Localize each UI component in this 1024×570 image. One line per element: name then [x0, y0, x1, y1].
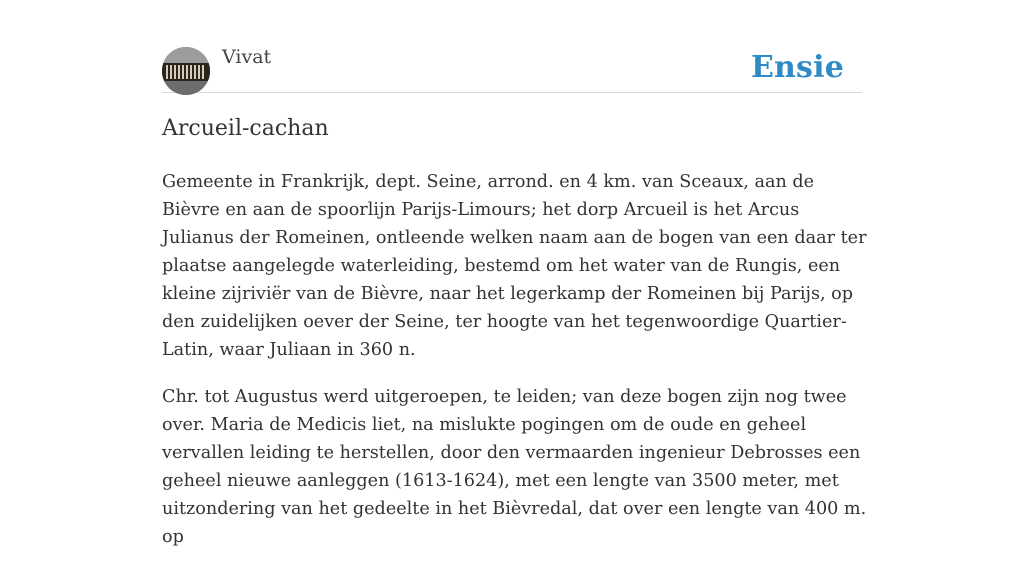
avatar-image	[162, 47, 210, 95]
article-body	[162, 168, 870, 570]
avatar[interactable]	[162, 47, 210, 95]
article-title: Arcueil-cachan	[162, 116, 329, 141]
article-paragraph: Gemeente in Frankrijk, dept. Seine, arrond. en 4 km. van Sceaux, aan de Bièvre en aan de spoorlijn Parijs-Limours; het dorp Arcueil is het Arcus Julianus der Romeinen, ontleende welken naam aan de bogen van een daar ter plaatse aangelegde waterleiding, bestemd om het water van de Rungis, een kleine zijriviër van de Bièvre, naar het legerkamp der Romeinen bij Parijs, op den zuidelijken oever der Seine, ter hoogte van het tegenwoordige Quartier-Latin, waar Juliaan in 360 n.	[162, 172, 867, 360]
article-paragraph: Chr. tot Augustus werd uitgeroepen, te leiden; van deze bogen zijn nog twee over. Maria de Medicis liet, na mislukte pogingen om de oude en geheel vervallen leiding te herstellen, door den vermaarden ingenieur Debrosses een geheel nieuwe aanleggen (1613-1624), met een lengte van 3500 meter, met uitzondering van het gedeelte in het Bièvredal, dat over een lengte van 400 m. op	[162, 387, 867, 547]
header	[162, 46, 862, 93]
author-name[interactable]: Vivat	[222, 46, 272, 68]
site-logo[interactable]: Ensie	[750, 50, 844, 85]
